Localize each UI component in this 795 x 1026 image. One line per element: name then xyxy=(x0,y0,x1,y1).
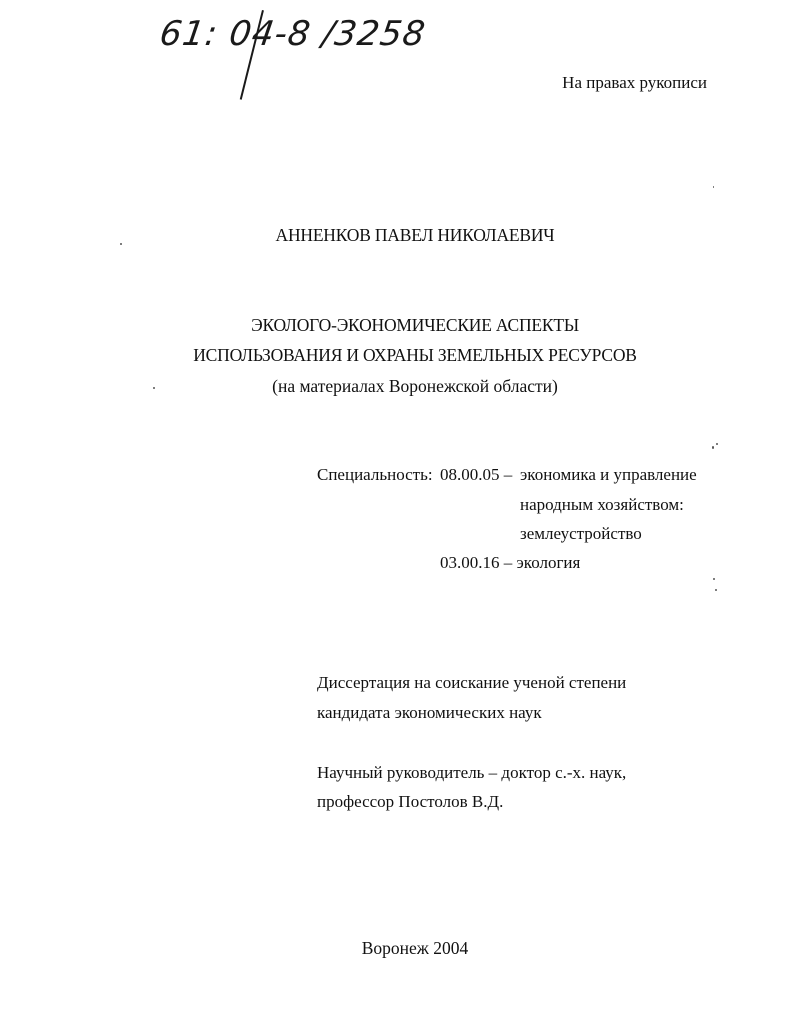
scan-speck xyxy=(716,443,718,445)
specialty-label: Специальность: xyxy=(317,465,433,484)
scan-speck xyxy=(713,578,715,580)
specialty-desc-1-line-3: землеустройство xyxy=(520,524,642,543)
dissertation-line-1: Диссертация на соискание ученой степени xyxy=(317,673,627,692)
specialty-code-2: 03.00.16 – экология xyxy=(440,553,581,572)
scan-speck xyxy=(713,186,714,188)
specialty-desc-1-line-2: народным хозяйством: xyxy=(520,495,684,514)
title-line-1: ЭКОЛОГО-ЭКОНОМИЧЕСКИЕ АСПЕКТЫ xyxy=(251,315,579,335)
scan-speck xyxy=(712,446,714,449)
place-year: Воронеж 2004 xyxy=(361,938,469,958)
rights-note: На правах рукописи xyxy=(562,73,707,92)
title-subtitle: (на материалах Воронежской области) xyxy=(272,376,558,396)
author-name: АННЕНКОВ ПАВЕЛ НИКОЛАЕВИЧ xyxy=(275,225,555,245)
scan-speck xyxy=(715,589,717,591)
specialty-desc-1-line-1: экономика и управление xyxy=(520,465,697,484)
specialty-code-1: 08.00.05 – xyxy=(440,465,513,484)
supervisor-line-1: Научный руководитель – доктор с.-х. наук, xyxy=(317,763,627,782)
dissertation-line-2: кандидата экономических наук xyxy=(317,703,542,722)
scan-speck xyxy=(153,387,155,389)
archive-handwritten-mark: 61: 04-8 /3258 xyxy=(157,14,429,54)
scan-speck xyxy=(120,243,122,245)
supervisor-line-2: профессор Постолов В.Д. xyxy=(317,792,504,811)
title-line-2: ИСПОЛЬЗОВАНИЯ И ОХРАНЫ ЗЕМЕЛЬНЫХ РЕСУРСОВ xyxy=(193,345,637,365)
